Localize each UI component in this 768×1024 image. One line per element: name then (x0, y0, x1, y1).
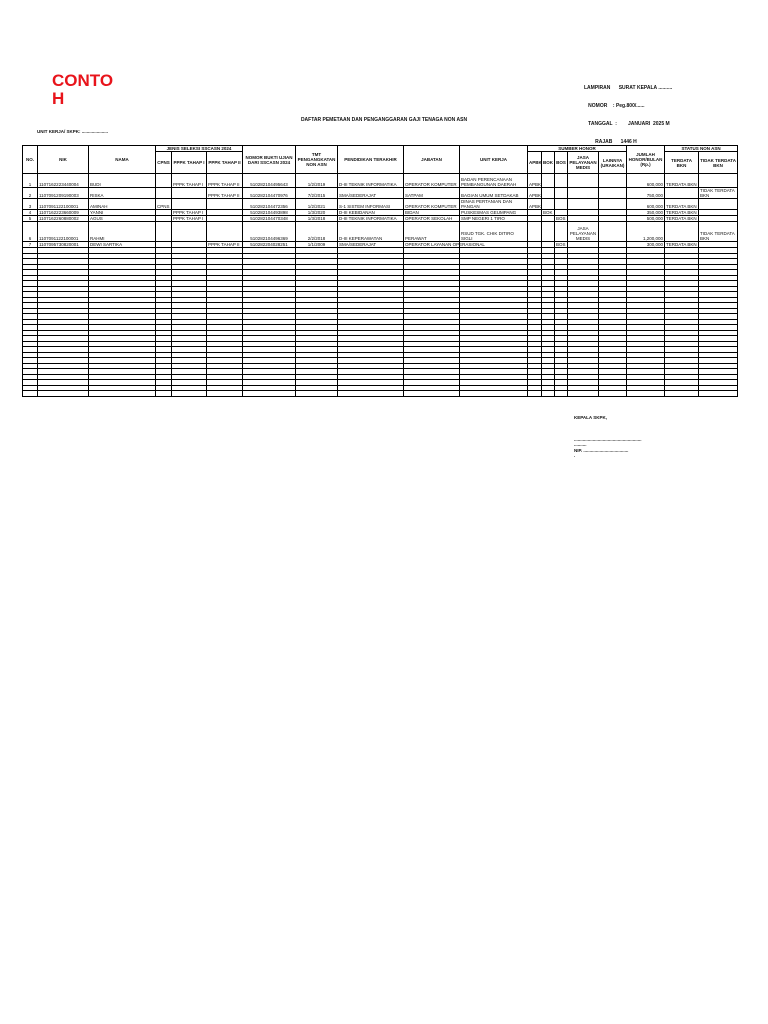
header-status: STATUS NON ASN (665, 146, 738, 152)
header-no: NO. (23, 146, 38, 174)
empty-cell (460, 391, 528, 397)
cell-unit: SMP NEGERI 1 TIRO (460, 216, 528, 222)
cell-bos (555, 188, 568, 199)
cell-jasa (568, 188, 599, 199)
empty-table-row (23, 391, 738, 397)
cell-jumlah: 300,000 (627, 242, 665, 248)
cell-tidak: TIDAK TERDATA BKN (699, 188, 738, 199)
cell-unit: RSUD TGK. CHIK DITIRO SIGLI (460, 222, 528, 242)
cell-jabatan: OPERATOR LAYANAN OPERASIONAL (405, 242, 485, 247)
cell-tmt: 1/2/2019 (296, 174, 338, 188)
header-apbk: APBK (528, 152, 542, 174)
empty-cell (172, 391, 207, 397)
cell-apbk (528, 222, 542, 242)
header-pppk1: PPPK TAHAP I (172, 152, 207, 174)
header-terdata: TERDATA BKN (665, 152, 699, 174)
cell-nama: AGUS (89, 216, 156, 222)
header-jabatan: JABATAN (404, 146, 460, 174)
cell-bukti: 510282204028251 (243, 242, 296, 248)
cell-pendidikan: D-III KEPERAWATAN (338, 222, 404, 242)
cell-nama: RISKA (89, 188, 156, 199)
stamp-text: CONTO H (52, 71, 114, 108)
header-pendidikan: PENDIDIKAN TERAKHIR (338, 146, 404, 174)
lampiran-line: NOMOR : Peg.800/...... (584, 103, 645, 109)
empty-cell (627, 391, 665, 397)
cell-bok (542, 174, 555, 188)
cell-jabatan: PERAWAT (404, 222, 460, 242)
cell-terdata: TERDATA BKN (666, 242, 697, 247)
cell-jumlah: 600,000 (627, 174, 665, 188)
cell-terdata: TERDATA BKN (665, 199, 699, 210)
cell-apbk: APBK (528, 188, 542, 199)
cell-bukti: 510282104493898 (243, 210, 296, 216)
cell-no: 5 (23, 216, 38, 222)
table-row (23, 174, 738, 188)
cell-tmt: 1/2/2021 (296, 199, 338, 210)
cell-cpns (156, 188, 172, 199)
empty-cell (528, 391, 542, 397)
signature-title: KEPALA SKPK, (574, 415, 608, 420)
table-row (23, 222, 738, 242)
cell-bok (542, 199, 555, 210)
cell-jabatan: SATPAM (404, 188, 460, 199)
cell-lainnya (599, 222, 627, 242)
cell-pppk1 (172, 222, 207, 242)
unit-kerja-label: UNIT KERJA/ SKPK: ..................... (37, 129, 109, 134)
empty-cell (338, 391, 404, 397)
cell-cpns (156, 222, 172, 242)
header-jasa: JASA PELAYANAN MEDIS (568, 152, 599, 174)
header-nik: NIK (38, 146, 89, 174)
cell-lainnya (599, 188, 627, 199)
cell-pppk2 (207, 199, 243, 210)
cell-apbk: APBK (528, 174, 542, 188)
cell-pppk2: PPPK TAHAP II (207, 174, 243, 188)
cell-nik: 1107162260880002 (38, 216, 89, 222)
header-tmt: TMT PENGANGKATAN NON ASN (296, 146, 338, 174)
header-nomor-bukti: NOMOR BUKTI UJIAN DARI SSCASN 2024 (243, 146, 296, 174)
cell-jumlah: 600,000 (627, 199, 665, 210)
cell-bos (555, 199, 568, 210)
cell-no: 4 (23, 210, 38, 216)
header-bok: BOK (542, 152, 555, 174)
cell-pendidikan: S-1 SISTEM INFORMASI (338, 199, 404, 210)
cell-cpns (156, 174, 172, 188)
header-cpns: CPNS (156, 152, 172, 174)
cell-pppk2: PPPK TAHAP II (207, 188, 243, 199)
cell-nik: 1107091209190003 (38, 188, 89, 199)
cell-jumlah: 500,000 (627, 216, 665, 222)
cell-bukti: 510282104472356 (243, 199, 296, 210)
header-nama: NAMA (89, 146, 156, 174)
cell-nik: 1107091122100001 (38, 199, 89, 210)
cell-tmt: 1/1/2009 (296, 242, 338, 248)
header-tidak-terdata: TIDAK TERDATA BKN (699, 152, 738, 174)
cell-tmt: 2/2/2018 (296, 222, 338, 242)
cell-terdata: TERDATA BKN (666, 210, 697, 215)
empty-cell (156, 391, 172, 397)
lampiran-line: LAMPIRAN SURAT KEPALA .......... (584, 85, 673, 91)
cell-no: 7 (23, 242, 38, 248)
cell-terdata: TERDATA BKN (665, 174, 699, 188)
empty-cell (568, 391, 599, 397)
cell-pendidikan: D-III TEKNIK INFORMATIKA (338, 174, 404, 188)
cell-unit: BAGIAN UMUM SETDAKAB (460, 188, 528, 199)
cell-bos: BOS (556, 242, 566, 247)
lampiran-line: RAJAB 1446 H (584, 139, 637, 145)
cell-no: 6 (23, 222, 38, 242)
cell-tmt: 1/3/2020 (296, 210, 338, 216)
cell-terdata (665, 222, 699, 242)
cell-nik: 1107162223440004 (38, 174, 89, 188)
cell-lainnya (599, 199, 627, 210)
cell-bukti: 510282104496369 (243, 222, 296, 242)
cell-terdata (665, 188, 699, 199)
signature-block (574, 415, 642, 459)
cell-no: 3 (23, 199, 38, 210)
empty-cell (404, 391, 460, 397)
cell-jabatan: OPERATOR KOMPUTER (404, 174, 460, 188)
cell-pendidikan: SMA/SEDERAJAT (338, 188, 404, 199)
cell-jumlah: 1,200,000 (627, 222, 665, 242)
header-pppk2: PPPK TAHAP II (207, 152, 243, 174)
header-lainnya: LAINNYA (URAIKAN) (599, 152, 627, 174)
cell-tidak (699, 174, 738, 188)
cell-jasa: JASA PELAYANAN MEDIS (568, 222, 599, 242)
cell-no: 1 (23, 174, 38, 188)
empty-cell (555, 391, 568, 397)
header-jenis-seleksi: JENIS SELEKSI SSCASN 2024 (156, 146, 243, 152)
signature-nip-2: . (574, 453, 576, 458)
cell-cpns: CPNS (156, 199, 172, 210)
cell-pppk1: PPPK TAHAP I (172, 210, 207, 216)
cell-unit: PUSKESMAS GEUMPANG (460, 210, 528, 216)
cell-nama: AMINAH (89, 199, 156, 210)
cell-unit: BADAN PERENCANAAN PEMBANGUNAN DAERAH (460, 174, 528, 188)
cell-jabatan: OPERATOR SEKOLAH (404, 216, 460, 222)
empty-cell (23, 391, 38, 397)
cell-nik: 1107162223660009 (38, 210, 89, 216)
cell-nama: DEWI SARTIKA (89, 242, 156, 248)
cell-tidak: TIDAK TERDATA BKN (699, 222, 738, 242)
signature-name-line: ...................................................... (574, 436, 642, 442)
cell-bok (542, 188, 555, 199)
cell-jabatan: OPERATOR KOMPUTER (404, 199, 460, 210)
cell-bukti: 510282104495643 (243, 174, 296, 188)
cell-bos (555, 222, 568, 242)
header-unit-kerja: UNIT KERJA (460, 146, 528, 174)
cell-unit: DINAS PERTANIAN DAN PANGAN (460, 199, 528, 210)
header-bos: BOS (555, 152, 568, 174)
cell-pendidikan: D-III KEBIDANAN (338, 210, 404, 216)
cell-bos: BOS (556, 216, 566, 221)
cell-bok (542, 222, 555, 242)
signature-name-line-2: .......... (574, 442, 587, 447)
table-row (23, 199, 738, 210)
cell-pppk1 (172, 188, 207, 199)
cell-jasa (568, 174, 599, 188)
data-table (22, 145, 738, 397)
empty-cell (207, 391, 243, 397)
empty-cell (665, 391, 699, 397)
cell-terdata: TERDATA BKN (666, 216, 697, 221)
cell-nik: 1107095730820001 (38, 242, 89, 248)
cell-pppk2 (207, 222, 243, 242)
cell-pppk2: PPPK TAHAP II (207, 242, 243, 248)
lampiran-block (584, 73, 672, 151)
cell-nama: YANNI (89, 210, 156, 216)
cell-nik: 1107091122100001 (38, 222, 89, 242)
cell-pppk1: PPPK TAHAP I (172, 216, 207, 222)
signature-nip: NIP. .................................... (574, 447, 629, 453)
cell-tmt: 7/2/2015 (296, 188, 338, 199)
cell-jumlah: 350,000 (627, 210, 665, 216)
cell-no: 2 (23, 188, 38, 199)
empty-cell (296, 391, 338, 397)
cell-tmt: 1/3/2018 (296, 216, 338, 222)
empty-cell (38, 391, 89, 397)
header-jumlah: JUMLAH HONOR/BULAN (Rp.) (627, 146, 665, 174)
table-row (23, 188, 738, 199)
empty-cell (542, 391, 555, 397)
cell-pppk1 (172, 199, 207, 210)
table-body (23, 174, 738, 397)
lampiran-line: TANGGAL : JANUARI 2025 M (584, 121, 670, 127)
cell-jasa (568, 199, 599, 210)
cell-jumlah: 750,000 (627, 188, 665, 199)
cell-nama: RAHMI (89, 222, 156, 242)
empty-cell (243, 391, 296, 397)
cell-nama: BUDI (89, 174, 156, 188)
cell-bos (555, 174, 568, 188)
cell-lainnya (599, 174, 627, 188)
cell-bukti: 510282104470348 (243, 216, 296, 222)
cell-bukti: 510282104470976 (243, 188, 296, 199)
cell-tidak (699, 199, 738, 210)
empty-cell (599, 391, 627, 397)
document-title: DAFTAR PEMETAAN DAN PENGANGGARAN GAJI TENAGA NON ASN (300, 117, 468, 123)
cell-pendidikan: SMA/SEDERAJAT (338, 242, 404, 248)
header-sumber-honor: SUMBER HONOR (528, 146, 627, 152)
cell-pppk1: PPPK TAHAP I (172, 174, 207, 188)
cell-jabatan: BIDAN (404, 210, 460, 216)
empty-cell (89, 391, 156, 397)
cell-bok: BOK (543, 210, 553, 215)
cell-pendidikan: D-III TEKNIK INFORMATIKA (338, 216, 404, 222)
empty-cell (699, 391, 738, 397)
cell-apbk: APBK (528, 199, 542, 210)
